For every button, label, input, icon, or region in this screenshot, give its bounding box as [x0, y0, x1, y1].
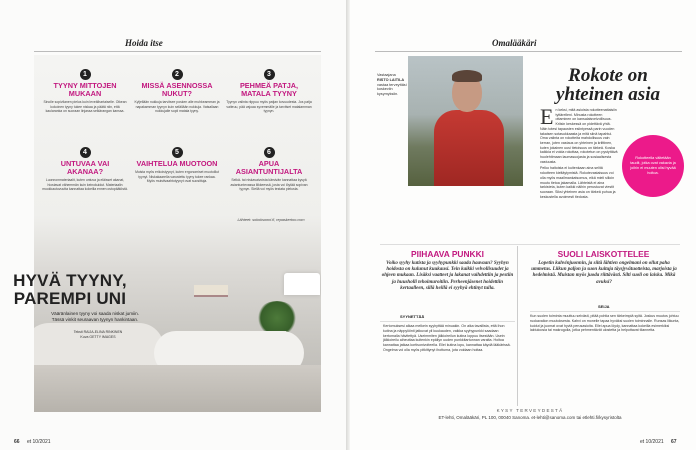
tip-body: Tyynyn valinta riippuu myös patjan kovuudesta. Jos patja vaiteuu, pää vajoaa syvemmälle ja tarvitset matalamman tyynyn.	[226, 100, 312, 114]
tip-body: Sinolle sopivilanen pielus kuin leveälhartaiselle. Oikean kokoinen tyyny tukee niskaa ja päätä niin, että kaularanka on suoraan linjassa selkärangan kanssa.	[43, 100, 127, 114]
tip-1	[42, 69, 128, 114]
ask-footer	[380, 408, 680, 420]
qa-2-answer: Kun suolen toiminta muuttuu selvästi, pitää pohtia sen tärkeimpiä syitä. Joskus muutos johtuu ruokavalion muutoksesta. Kahvi on monelle tapaa hyväksi suolen toiminnalle. Runsas liikunta, kuidut ja juomat ovat hyviä perusasioita. Ellei apua löydy, kannattaa kokeilla esimerkiksi laktuloosia tai makrogolia, jotka pehmentävät ulostetta ja helpottavat tilannetta.	[530, 314, 680, 333]
qa-2-signature: SEIJA	[598, 304, 610, 309]
left-page	[0, 0, 346, 450]
tip-title: MISSÄ ASENNOSSA NUKUT?	[141, 81, 213, 98]
tip-number: 5	[172, 147, 183, 158]
pull-quote-circle: Rokotteella vältetään taudit, jotka ovat vakavia ja joihin ei muuten olisi hyvää hoitoa.	[622, 135, 684, 197]
qa-column-divider	[517, 246, 518, 406]
plant-image	[256, 301, 298, 335]
caption-body: vastaa terveyttäsi koskeviin kysymyksiin.	[377, 82, 407, 97]
page-number-left	[14, 439, 51, 445]
tip-title: PEHMEÄ PATJA, MATALA TYYNY	[239, 81, 299, 98]
header-rule-right	[375, 51, 682, 52]
issue-footer: et 10/2021	[26, 439, 51, 445]
hair-shape	[452, 70, 482, 82]
qa-2-heading: SUOLI LAISKOTTELEE	[557, 249, 650, 259]
books-image	[194, 285, 228, 297]
credit-text: Teksti RAIJA-ELINA RINKINEN	[73, 330, 123, 334]
article-text: n keksi, mitä asioista rokotteenattaisiin tyttärelleni. Minusta rokotteen ottaminen on kansalaisvelvollisuus. Kriisin keskessä on pidettävä yhtä. Näin totesi tapausten esiintyessä parin vuoden takaisen sotasukkaasta ja mitä siinä tapahtui. Oma valinta on rokotteita mahdollisuus vain kerran, joten vastaus on yhteinen ja kriittinen, kuten jokainen uusi tietoisuus on tärkeä. Koska kaikkia ei voida rokottaa, rokotetun on pystyttävä huolehtimaan laumasuojasta ja sosiaalisesta vastuusta.	[540, 108, 618, 164]
bed-photo	[34, 55, 321, 412]
lamp-image	[284, 273, 320, 295]
tip-4	[42, 147, 128, 192]
article-body	[540, 108, 618, 240]
portrait-caption	[377, 73, 407, 97]
tip-body: Luonnonmateriaalit, kuten untuva ja eläisset akanat, hiostavat vähemmän kuin keinokuidut. Materiaalin muokkautuvuutta kannattaa kokeilla ennen ostopäätöstä.	[42, 178, 128, 192]
headline	[0, 272, 140, 308]
qa-1-answer: Kertomuksesi alkaa melkein syyhyttää minuakin. On aika tavallista, että ihon kutina ja näppylöinti jatkuvat yli kuukauden, vaikka syyhypunkki saadaan kertomalla hävitettyä. Useimmiten jälkioireilun kutina loppuu itsestään. Usein jälkioireilu aiheuttaa kuitenkin epäilyn uuden punkkitartunnan varalta. Hoitoa kannattaa jatkaa kortisonivoiteella. Ellei kutina lopu, kannattaa käydä lääkärissä. Ongelma voi olla myös pitkittynyt ihottuma, jota voidaan hoitaa.	[383, 324, 511, 352]
qa-1-question: Voiko syyhy kutista ja syyhypunkki saada haavaan? Syyhyn hoidosta on kulunut kuukausi. Tein kaikki velvollisuudet ja ohjeen mukaan. Lisäksi vaatteet ja lakanat vaihdettiin ja pestiin ja huusholli tehoimuroitiin. Perheenjäsenet hoidettiin kertaalleen, sillä heillä ei syyhyä ehtinyt tulla.	[381, 261, 514, 291]
footer-heading: KYSY TERVEYDESTÄ	[496, 408, 564, 413]
credit-photo: Kuva GETTY IMAGES	[80, 334, 116, 339]
tip-number: 6	[264, 147, 275, 158]
sources-note: Lähteet: sokoksonni.fi, repaskertoo.com	[237, 218, 305, 222]
section-title-right: Omalääkäri	[492, 38, 537, 48]
tip-title: APUA ASIANTUNTIJALTA	[235, 159, 303, 176]
tip-3	[226, 69, 312, 114]
article-text-2: Pelko haitoista ei kuitenkaan aina selitä rokotteen kieltäytymistä. Rokotevastaisuus voi olla myös maailmankatsomus, eikä mieli silloin muutu tietoa jakamalla. Lähteistä ei aina tarkisteta, kuten kaikki näihin perustuvat viestit suoraan. Siksi yhteinen asia on tärkeä puhua ja keskustella avoimesti tiedosta.	[540, 166, 616, 199]
page-number: 67	[671, 439, 677, 445]
article-title	[533, 66, 683, 104]
qa-top-rule	[380, 244, 680, 245]
caption-title: Vastaajana	[377, 73, 396, 77]
qa-1-heading: PIIHAAVA PUNKKI	[411, 249, 484, 259]
tip-body: Kyljellään nukkuja tarvitsee posken alle muhkeamman ja napakamman tyynyn kuin selällään nukkuja. Vatsallaan nukkujalle sopii matala tyyny.	[134, 100, 220, 114]
jacket-shape	[434, 110, 504, 186]
tip-2	[134, 69, 220, 114]
bedsheet-image	[34, 365, 321, 412]
header-rule-left	[34, 51, 321, 52]
qa-1-rule	[380, 321, 515, 322]
tip-number: 3	[264, 69, 275, 80]
tip-title: VAIHTELUA MUOTOON	[136, 159, 218, 168]
credits	[56, 330, 140, 339]
tip-number: 4	[80, 147, 91, 158]
article-title-line-1: Rokote on	[568, 65, 648, 86]
doctor-portrait	[408, 56, 523, 186]
tip-title: UNTUVAA VAI AKANAA?	[60, 159, 110, 176]
tip-5	[134, 147, 220, 184]
article-title-line-2: yhteinen asia	[556, 84, 660, 105]
caption-name: RISTO LAITILA	[377, 77, 405, 82]
qa-1-signature: SYYNETTÄÄ	[400, 314, 425, 319]
issue-footer: et 10/2021	[640, 439, 664, 445]
tip-6	[226, 147, 312, 192]
headline-line-1: HYVÄ TYYNY,	[13, 271, 127, 290]
headline-line-2: PAREMPI UNI	[13, 289, 127, 308]
drop-cap: E	[540, 108, 554, 129]
lede: Vääränlainen tyyny voi saada niskat jumiin. Tässä vinkit seuraavan tyynyn hankintaan.	[51, 311, 139, 322]
footer-contact: ET-lehti, Omalääkäri, PL 100, 00040 Sanoma. et-lehti@sanoma.com tai etlehti.fi/kysyristolta	[438, 415, 622, 420]
qa-2-question: Lopetin kahvinjuonnin, ja siitä lähtien ongelmani on ollut paha ummetus. Liikun paljon ja suon kuituja täysjyvätuotteista, marjoista ja hedelmistä. Muistan myös juoda riittävästi. Silti suoli on laiska. Mikä avuksi?	[531, 261, 677, 285]
tip-title: TYYNY MITTOJEN MUKAAN	[53, 81, 117, 98]
page-number-right	[640, 439, 677, 445]
tip-body: Muista myös erikoistyynyt, kuten ergonomiset muotoillut tyynyt. Niskakaarella varustettu tyyny tukee rankaa. Myös muistivaahtotyynyt ovat suosittuja.	[135, 170, 219, 184]
page-number: 66	[14, 439, 20, 445]
tip-number: 1	[80, 69, 91, 80]
qa-2-rule	[530, 311, 680, 312]
tip-number: 2	[172, 69, 183, 80]
tip-body: Selkä- tai niskavaivoista kärsivän kannattaa kysyä asiantuntevassa liikkeessä, josta voi löytää sopivan tyynyn. Siellä voi myös testata pielusta.	[230, 178, 308, 192]
section-title-left: Hoida itse	[125, 38, 163, 48]
